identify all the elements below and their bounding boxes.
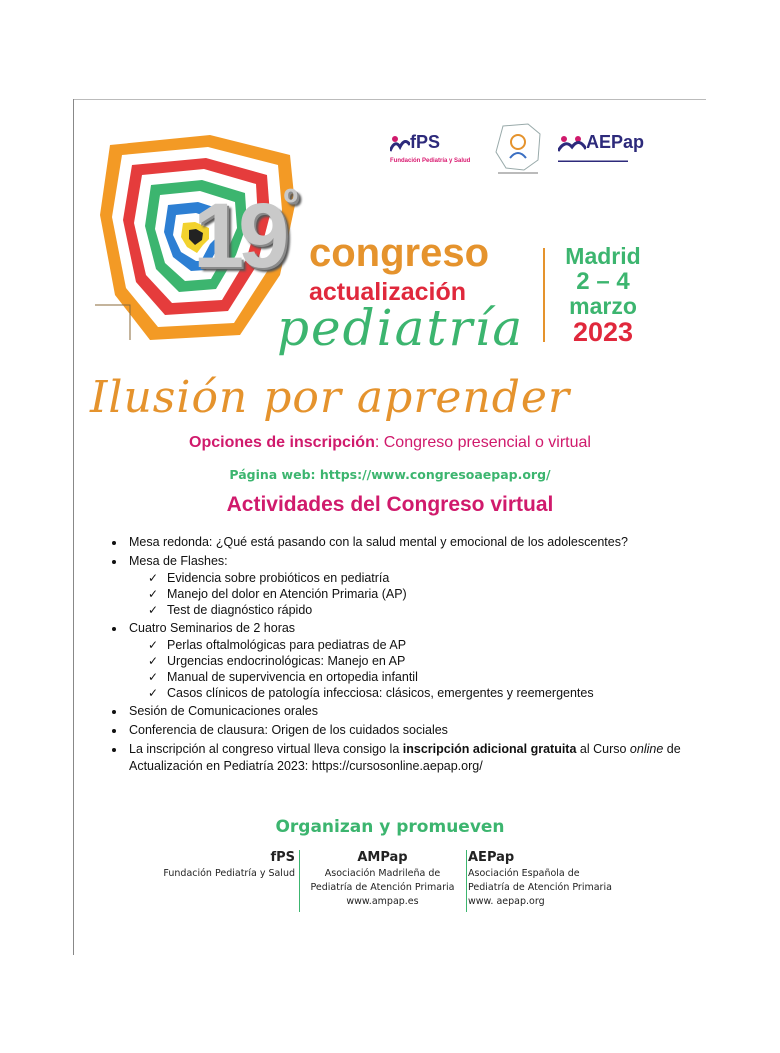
event-city: Madrid bbox=[565, 243, 641, 269]
registration-options-label: Opciones de inscripción bbox=[189, 434, 375, 451]
list-item: La inscripción al congreso virtual lleva consigo la inscripción adicional gratuita al Curso online de Actualización en Pediatría 2023: https://cursosonline.aepap.org/ bbox=[110, 741, 710, 775]
website-link[interactable]: Página web: https://www.congresoaepap.org/ bbox=[229, 467, 551, 482]
ampap-logo bbox=[488, 120, 548, 176]
event-place-date bbox=[553, 244, 653, 346]
list-item: Mesa redonda: ¿Qué está pasando con la salud mental y emocional de los adolescentes? bbox=[110, 534, 710, 551]
organizer-name: AMPap bbox=[357, 850, 408, 865]
sponsor-logos bbox=[390, 120, 660, 180]
title-actualizacion: actualización bbox=[309, 278, 466, 306]
activities-list bbox=[110, 534, 710, 777]
congress-header bbox=[85, 110, 685, 370]
registration-options bbox=[0, 434, 780, 452]
organizers-title: Organizan y promueven bbox=[275, 817, 505, 837]
aepap-figures-icon bbox=[558, 135, 586, 153]
event-month: marzo bbox=[569, 293, 637, 319]
title-congreso: congreso bbox=[309, 231, 490, 275]
section-title: Actividades del Congreso virtual bbox=[226, 493, 554, 516]
organizer-website[interactable]: www.ampap.es bbox=[346, 896, 419, 907]
organizer-desc: Pediatría de Atención Primaria bbox=[310, 882, 455, 893]
organizer-name: AEPap bbox=[468, 850, 515, 865]
sub-list-item: ✓ Manual de supervivencia en ortopedia infantil bbox=[148, 669, 710, 685]
fps-logo-subtitle: Fundación Pediatría y Salud bbox=[390, 158, 471, 164]
slogan: Ilusión por aprender bbox=[90, 372, 570, 423]
organizer-desc: Fundación Pediatría y Salud bbox=[163, 868, 295, 879]
sub-list-item: ✓ Manejo del dolor en Atención Primaria (AP) bbox=[148, 586, 710, 602]
organizer-desc: Asociación Española de bbox=[468, 868, 580, 879]
title-pediatria: pediatría bbox=[277, 299, 525, 357]
page-border-top bbox=[73, 99, 706, 100]
registration-options-text: : Congreso presencial o virtual bbox=[374, 434, 591, 451]
organizer-name: fPS bbox=[270, 850, 295, 865]
fps-logo bbox=[390, 132, 475, 172]
sub-list-item: ✓ Test de diagnóstico rápido bbox=[148, 602, 710, 618]
organizer-divider bbox=[466, 850, 467, 912]
organizer-desc: Pediatría de Atención Primaria bbox=[468, 882, 612, 893]
list-item: Conferencia de clausura: Origen de los cuidados sociales bbox=[110, 722, 710, 739]
header-divider bbox=[543, 248, 545, 342]
edition-number: $19^º$ bbox=[193, 182, 292, 287]
list-item: Mesa de Flashes: ✓ Evidencia sobre probióticos en pediatría ✓ Manejo del dolor en Atención Primaria (AP) ✓ Test de diagnóstico rápido bbox=[110, 553, 710, 618]
organizer-aepap bbox=[468, 848, 648, 909]
organizer-desc: Asociación Madrileña de bbox=[324, 868, 441, 879]
event-days: 2 – 4 bbox=[576, 268, 630, 295]
fps-logo-mark: fPS bbox=[410, 132, 441, 152]
fps-figure-icon bbox=[390, 135, 410, 153]
list-item: Sesión de Comunicaciones orales bbox=[110, 703, 710, 720]
aepap-logo-mark: AEPap bbox=[586, 132, 645, 152]
organizer-ampap bbox=[300, 848, 465, 909]
aepap-logo bbox=[558, 132, 658, 172]
list-item: Cuatro Seminarios de 2 horas ✓ Perlas oftalmológicas para pediatras de AP ✓ Urgencias endocrinológicas: Manejo en AP ✓ Manual de supervivencia en ortopedia infantil ✓ Casos clínicos de patología infecciosa: clásicos, emergentes y reemergentes bbox=[110, 620, 710, 701]
sub-list-item: ✓ Urgencias endocrinológicas: Manejo en AP bbox=[148, 653, 710, 669]
aepap-logo-subtitle: ▬▬▬▬▬▬▬▬▬▬▬▬▬▬ bbox=[558, 158, 628, 164]
sub-list-item: ✓ Casos clínicos de patología infecciosa: clásicos, emergentes y reemergentes bbox=[148, 685, 710, 701]
event-year: 2023 bbox=[572, 317, 634, 347]
organizer-website[interactable]: www. aepap.org bbox=[468, 896, 545, 907]
sub-list-item: ✓ Perlas oftalmológicas para pediatras de AP bbox=[148, 637, 710, 653]
organizer-fps bbox=[150, 848, 295, 881]
sub-list-item: ✓ Evidencia sobre probióticos en pediatría bbox=[148, 570, 710, 586]
